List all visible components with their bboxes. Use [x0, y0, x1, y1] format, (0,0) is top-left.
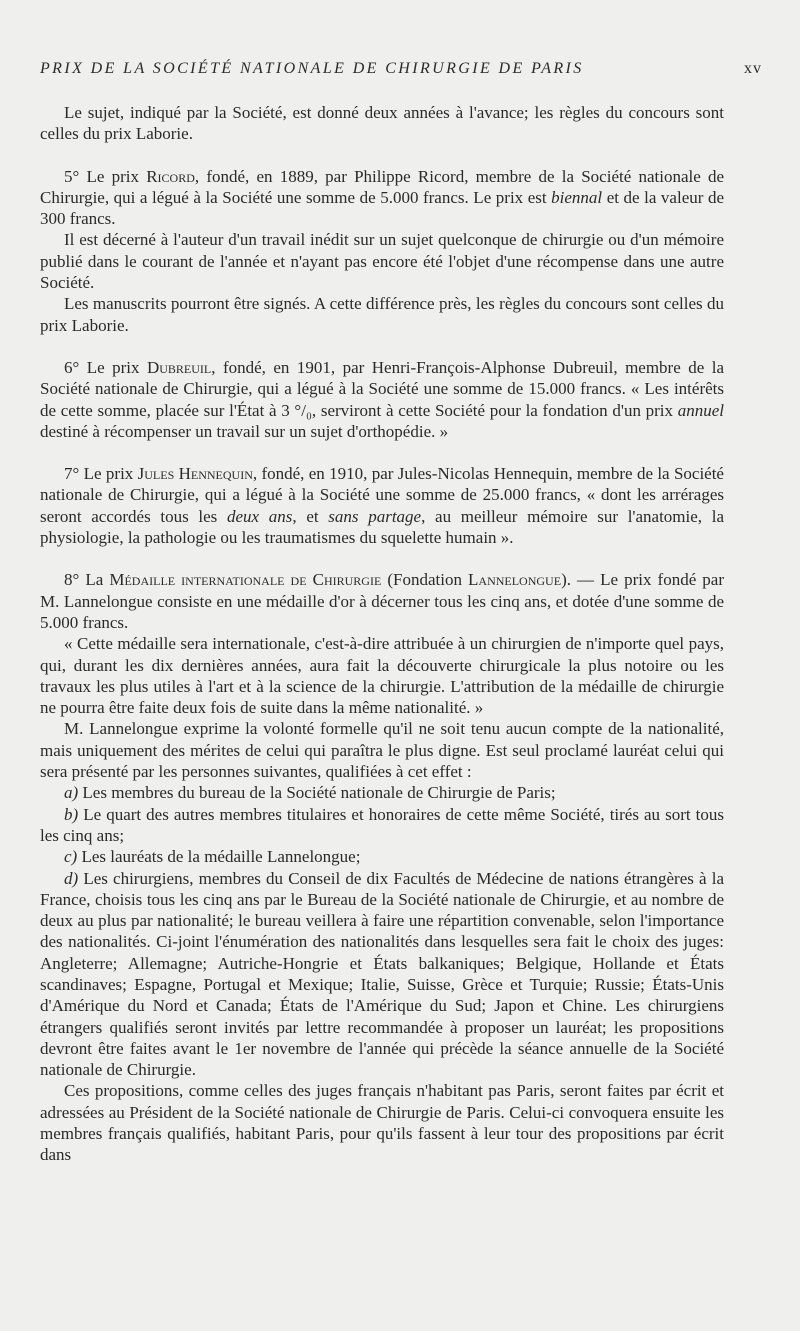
list-item-d	[40, 868, 724, 1081]
text-run: (Fondation	[381, 570, 469, 590]
paragraph-ricord-manuscripts: Les manuscrits pourront être signés. A cette différence près, les règles du concours sont celles du prix Laborie.	[40, 294, 724, 335]
text-run: ). — Le prix fondé par M. Lannelongue consiste en une médaille d'or à décerner tous les cinq ans, et dotée d'une somme de 5.000 francs.	[40, 570, 725, 632]
list-item-a	[40, 782, 724, 803]
emphasis: sans partage	[328, 506, 422, 526]
paragraph-intro: Le sujet, indiqué par la Société, est donné deux années à l'avance; les règles du concours sont celles du prix Laborie.	[40, 103, 724, 144]
text-run: 8° La	[64, 570, 110, 590]
list-item-text: Les membres du bureau de la Société nationale de Chirurgie de Paris;	[78, 783, 556, 803]
prize-name-hennequin: Jules Hennequin	[137, 464, 253, 484]
paragraph-medaille-internationale	[40, 569, 724, 633]
list-label: a)	[64, 783, 79, 803]
paragraph-prix-ricord	[40, 166, 724, 230]
emphasis: biennal	[551, 187, 603, 207]
list-item-c	[40, 846, 724, 867]
body-text	[40, 102, 724, 1166]
text-run: destiné à récompenser un travail sur un sujet d'orthopédie. »	[40, 421, 449, 441]
text-run: , fondé, en 1901, par Henri-François-Alphonse Dubreuil, membre de la Société nationale de Chirurgie, qui a légué à la Société une somme de 15.000 francs. « Les intérêts de cette somme, placée sur l'État à 3 °/₀, serviront à cette Société pour la fondation d'un prix	[40, 357, 724, 420]
paragraph-ricord-conditions: Il est décerné à l'auteur d'un travail inédit sur un sujet quelconque de chirurgie ou d'un mémoire publié dans le courant de l'année et n'ayant pas encore été l'objet d'une récompense dans une autre Société.	[40, 230, 724, 293]
list-item-text: Le quart des autres membres titulaires et honoraires de cette même Société, tirés au sort tous les cinq ans;	[40, 804, 724, 845]
list-label: b)	[64, 804, 79, 824]
text-run: 7° Le prix	[64, 464, 138, 484]
text-run: , au meilleur mémoire sur l'anatomie, la physiologie, la pathologie ou les traumatismes du squelette humain ».	[40, 506, 724, 548]
text-run: , fondé, en 1889, par Philippe Ricord, membre de la Société nationale de Chirurgie, qui a légué à la Société une somme de 5.000 francs. Le prix est	[40, 166, 724, 207]
prize-name-ricord: Ricord	[146, 166, 195, 186]
running-header	[40, 60, 762, 78]
paragraph-prix-dubreuil	[40, 357, 724, 442]
list-item-b	[40, 804, 724, 847]
paragraph-prix-hennequin	[40, 463, 724, 548]
text-run: , fondé, en 1910, par Jules-Nicolas Hennequin, membre de la Société nationale de Chirurgie, qui a légué à la Société une somme de 25.000 francs, « dont les arrérages seront accordés tous les	[40, 464, 724, 526]
text-run: et de la valeur de 300 francs.	[40, 187, 724, 229]
list-item-text: Les chirurgiens, membres du Conseil de dix Facultés de Médecine de nations étrangères à la France, choisis tous les cinq ans par le Bureau de la Société nationale de Chirurgie, et au nombre de deux au plus par nationalité; le bureau veillera à faire une répartition convenable, selon l'importance des nationalités. Ci-joint l'énumération des nationalités dans lesquelles sera fait le choix des juges: Angleterre; Allemagne; Autriche-Hongrie et États balkaniques; Belgique, Hollande et États scandinaves; Espagne, Portugal et Mexique; Italie, Suisse, Grèce et Turquie; Russie; États-Unis d'Amérique du Nord et Canada; États de l'Amérique du Sud; Japon et Chine. Les chirurgiens étrangers qualifiés seront invités par lettre recommandée à proposer un lauréat; les propositions devront être faites avant le 1er novembre de l'année qui précède la séance annuelle de la Société nationale de Chirurgie.	[40, 868, 724, 1080]
paragraph-lannelongue-volonte: M. Lannelongue exprime la volonté formelle qu'il ne soit tenu aucun compte de la nationalité, mais uniquement des mérites de celui qui paraîtra le plus digne. Est seul proclamé lauréat celui qui sera présenté par les personnes suivantes, qualifiées à cet effet :	[40, 719, 724, 782]
prize-name-medaille: Médaille internationale de Chirurgie	[109, 570, 382, 590]
prize-name-dubreuil: Dubreuil	[146, 357, 212, 377]
list-label: d)	[64, 868, 79, 888]
text-run: 5° Le prix	[64, 166, 147, 186]
emphasis: deux ans	[226, 506, 293, 526]
list-label: c)	[64, 847, 78, 867]
emphasis: annuel	[677, 400, 724, 420]
header-title: PRIX DE LA SOCIÉTÉ NATIONALE DE CHIRURGIE DE PARIS	[40, 60, 584, 77]
prize-name-lannelongue: Lannelongue	[468, 570, 562, 590]
text-run: 6° Le prix	[64, 357, 147, 377]
paragraph-medaille-quote: « Cette médaille sera internationale, c'est-à-dire attribuée à un chirurgien de n'importe quel pays, qui, durant les dix dernières années, aura fait la découverte chirurgicale la plus notoire ou les travaux les plus utiles à l'art et à la science de la chirurgie. L'attribution de la médaille de chirurgie ne pourra être faite deux fois de suite dans la même nationalité. »	[40, 634, 724, 718]
list-item-text: Les lauréats de la médaille Lannelongue;	[77, 847, 361, 867]
page-number: xv	[744, 60, 762, 77]
text-run: , et	[292, 506, 329, 526]
paragraph-propositions: Ces propositions, comme celles des juges français n'habitant pas Paris, seront faites par écrit et adressées au Président de la Société nationale de Chirurgie de Paris. Celui-ci convoquera ensuite les membres français qualifiés, habitant Paris, pour qu'ils fassent à leur tour des propositions par écrit dans	[40, 1081, 724, 1165]
